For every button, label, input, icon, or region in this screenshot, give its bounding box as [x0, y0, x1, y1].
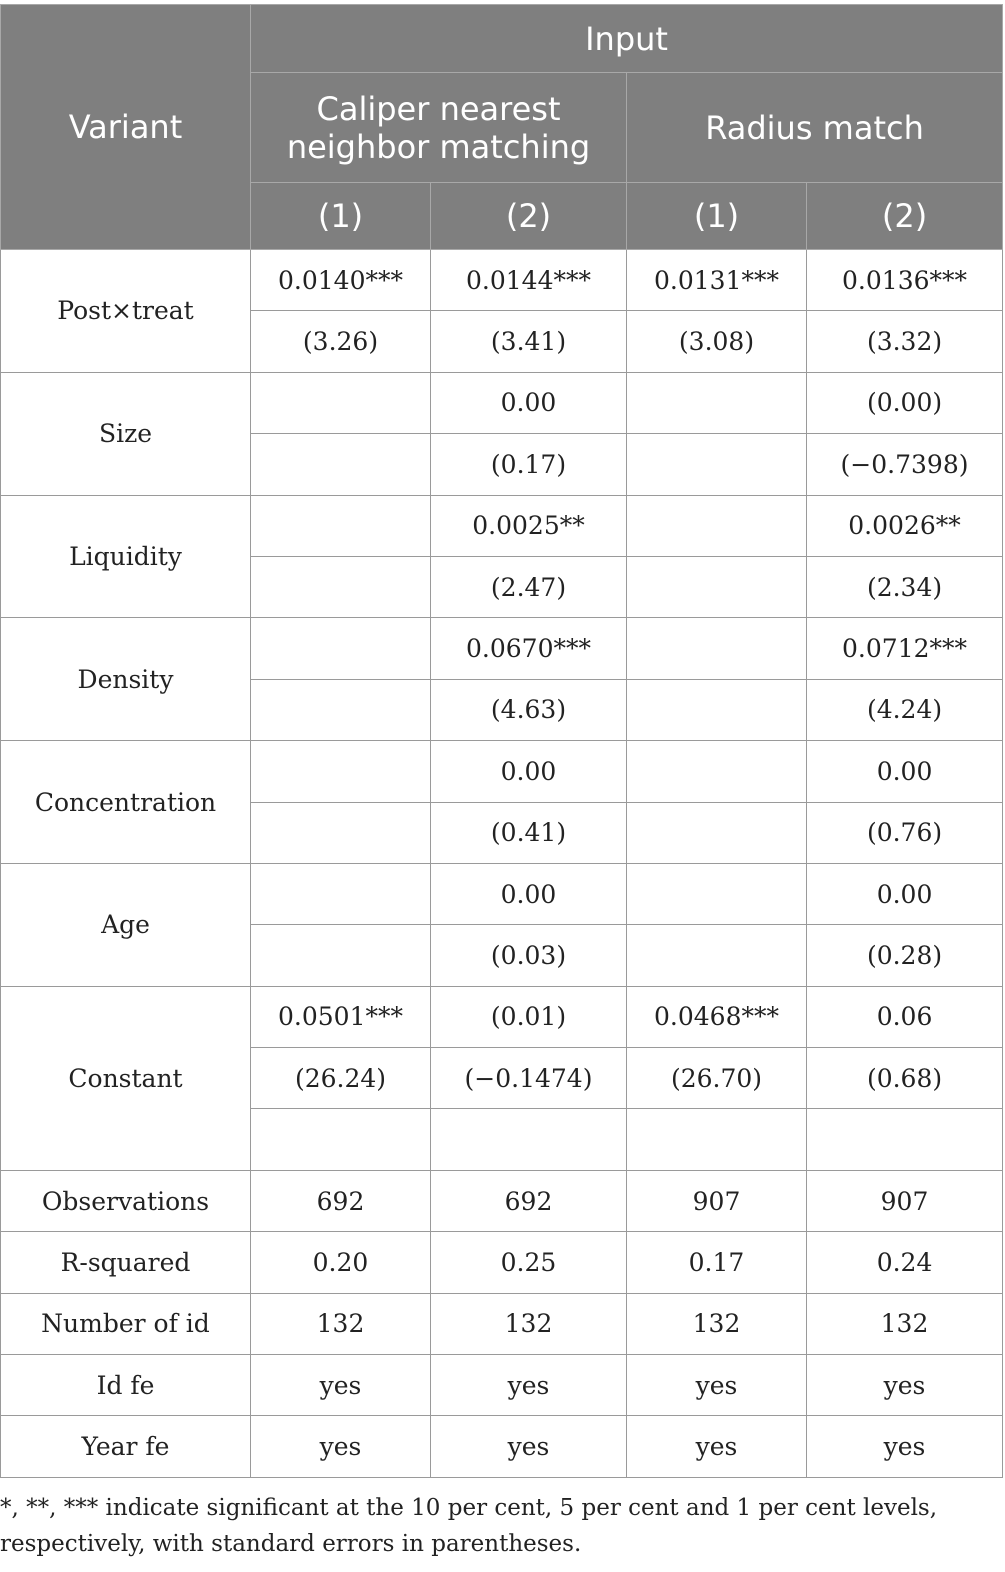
tstat-cell: [251, 434, 431, 495]
tstat-cell: (3.41): [431, 311, 627, 372]
coef-cell: 0.00: [807, 741, 1003, 802]
tstat-cell: (2.47): [431, 556, 627, 617]
row-label-number-of-id: Number of id: [1, 1293, 251, 1354]
value-cell: 907: [627, 1170, 807, 1231]
tstat-cell: [251, 556, 431, 617]
coef-cell: 0.0670***: [431, 618, 627, 679]
tstat-cell: [251, 925, 431, 986]
table-footnote: *, **, *** indicate significant at the 10 per cent, 5 per cent and 1 per cent levels, respectively, with standard errors in parentheses.: [0, 1495, 938, 1557]
tstat-cell: (0.41): [431, 802, 627, 863]
value-cell: yes: [431, 1355, 627, 1416]
tstat-cell: (26.70): [627, 1048, 807, 1109]
coef-cell: 0.00: [431, 372, 627, 433]
tstat-cell: (0.03): [431, 925, 627, 986]
tstat-cell: (3.08): [627, 311, 807, 372]
header-group-radius: Radius match: [627, 73, 1003, 183]
tstat-cell: [251, 802, 431, 863]
coef-cell: 0.0468***: [627, 986, 807, 1047]
table-row: [1, 1355, 1003, 1416]
tstat-cell: [627, 802, 807, 863]
coef-cell: 0.0501***: [251, 986, 431, 1047]
tstat-cell: [627, 679, 807, 740]
tstat-cell: (0.68): [807, 1048, 1003, 1109]
coef-cell: [627, 618, 807, 679]
coef-cell: 0.00: [807, 863, 1003, 924]
empty-cell: [627, 1109, 807, 1170]
coef-cell: 0.0026**: [807, 495, 1003, 556]
coef-cell: 0.0140***: [251, 250, 431, 311]
table-row: [1, 1170, 1003, 1231]
header-group-caliper: Caliper nearest neighbor matching: [251, 73, 627, 183]
coef-cell: (0.01): [431, 986, 627, 1047]
coef-cell: [251, 495, 431, 556]
empty-cell: [251, 1109, 431, 1170]
value-cell: yes: [431, 1416, 627, 1477]
row-label-post-treat: Post×treat: [1, 250, 251, 373]
coef-cell: [251, 372, 431, 433]
row-label-r-squared: R-squared: [1, 1232, 251, 1293]
value-cell: yes: [807, 1355, 1003, 1416]
tstat-cell: (4.24): [807, 679, 1003, 740]
coef-cell: 0.06: [807, 986, 1003, 1047]
row-label-size: Size: [1, 372, 251, 495]
value-cell: 132: [627, 1293, 807, 1354]
tstat-cell: (2.34): [807, 556, 1003, 617]
table-row: [1, 250, 1003, 311]
value-cell: 0.20: [251, 1232, 431, 1293]
table-row: [1, 863, 1003, 924]
table-row: [1, 495, 1003, 556]
table-row: [1, 372, 1003, 433]
header-input: Input: [251, 5, 1003, 73]
row-label-concentration: Concentration: [1, 741, 251, 864]
coef-cell: [251, 863, 431, 924]
value-cell: yes: [251, 1416, 431, 1477]
tstat-cell: (3.32): [807, 311, 1003, 372]
row-label-observations: Observations: [1, 1170, 251, 1231]
coef-cell: [627, 863, 807, 924]
row-label-density: Density: [1, 618, 251, 741]
tstat-cell: [251, 679, 431, 740]
value-cell: 132: [431, 1293, 627, 1354]
row-label-id-fe: Id fe: [1, 1355, 251, 1416]
header-variant: Variant: [1, 5, 251, 250]
empty-cell: [807, 1109, 1003, 1170]
row-label-age: Age: [1, 863, 251, 986]
table-row: [1, 741, 1003, 802]
header-column: (1): [251, 183, 431, 250]
table-row: [1, 618, 1003, 679]
tstat-cell: (−0.1474): [431, 1048, 627, 1109]
value-cell: yes: [627, 1355, 807, 1416]
tstat-cell: [627, 925, 807, 986]
coef-cell: [251, 618, 431, 679]
coef-cell: 0.0136***: [807, 250, 1003, 311]
header-column: (2): [431, 183, 627, 250]
row-label-liquidity: Liquidity: [1, 495, 251, 618]
table-row: [1, 986, 1003, 1047]
header-column: (2): [807, 183, 1003, 250]
coef-cell: [627, 741, 807, 802]
value-cell: 692: [431, 1170, 627, 1231]
empty-cell: [431, 1109, 627, 1170]
coef-cell: 0.00: [431, 863, 627, 924]
tstat-cell: (0.28): [807, 925, 1003, 986]
row-label-constant: Constant: [1, 986, 251, 1170]
tstat-cell: [627, 556, 807, 617]
value-cell: yes: [807, 1416, 1003, 1477]
table-row: [1, 1416, 1003, 1477]
coef-cell: [251, 741, 431, 802]
row-label-year-fe: Year fe: [1, 1416, 251, 1477]
table-row: [1, 1293, 1003, 1354]
tstat-cell: (0.76): [807, 802, 1003, 863]
value-cell: yes: [251, 1355, 431, 1416]
table-row: [1, 1232, 1003, 1293]
value-cell: 692: [251, 1170, 431, 1231]
tstat-cell: (0.17): [431, 434, 627, 495]
coef-cell: [627, 495, 807, 556]
coef-cell: 0.0712***: [807, 618, 1003, 679]
value-cell: 0.25: [431, 1232, 627, 1293]
coef-cell: 0.0025**: [431, 495, 627, 556]
value-cell: 132: [251, 1293, 431, 1354]
tstat-cell: (4.63): [431, 679, 627, 740]
value-cell: yes: [627, 1416, 807, 1477]
coef-cell: (0.00): [807, 372, 1003, 433]
value-cell: 0.24: [807, 1232, 1003, 1293]
tstat-cell: [627, 434, 807, 495]
regression-table: [0, 4, 1003, 1478]
coef-cell: 0.00: [431, 741, 627, 802]
value-cell: 907: [807, 1170, 1003, 1231]
coef-cell: [627, 372, 807, 433]
value-cell: 132: [807, 1293, 1003, 1354]
tstat-cell: (26.24): [251, 1048, 431, 1109]
header-column: (1): [627, 183, 807, 250]
value-cell: 0.17: [627, 1232, 807, 1293]
coef-cell: 0.0144***: [431, 250, 627, 311]
tstat-cell: (3.26): [251, 311, 431, 372]
tstat-cell: (−0.7398): [807, 434, 1003, 495]
coef-cell: 0.0131***: [627, 250, 807, 311]
